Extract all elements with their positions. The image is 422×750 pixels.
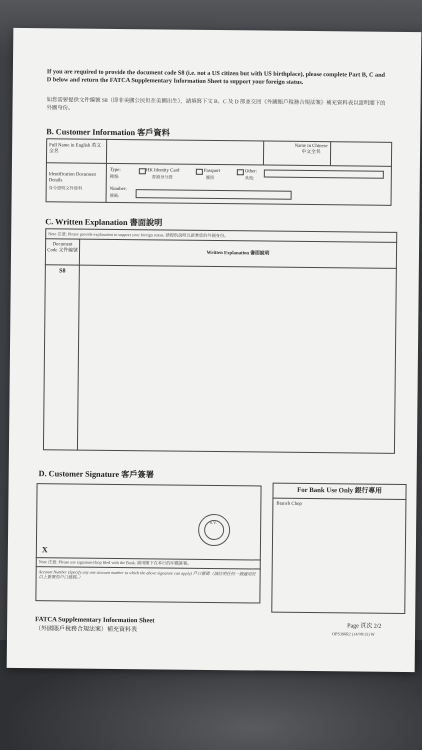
row-doc-code: S8 <box>59 268 66 275</box>
other-label: Other: <box>244 169 258 175</box>
id-number-input[interactable] <box>136 189 292 200</box>
hkid-label-zh: 香港身分證 <box>151 174 173 180</box>
other-label-zh: 其他: <box>244 175 255 181</box>
form-sheet <box>7 28 422 672</box>
id-doc-label: Identification Document Details <box>48 172 96 183</box>
name-chinese-label: Name in Chinese 中文全名 <box>294 143 328 155</box>
intro-chinese: 如您需要提供文件編號 S8（即非美國公民但在美國出生），請填寫下文 B、C 及 D 部並交回《外國賬戶稅務合規法案》補充資料表以證明閣下的外國身份。 <box>46 97 386 112</box>
section-b-title: B. Customer Information 客戶資料 <box>46 127 170 138</box>
branch-chop-label: Branch Chop <box>276 501 302 507</box>
footer-page: Page 頁次 2/2 <box>347 623 382 630</box>
full-name-english-field[interactable] <box>109 144 259 160</box>
signature-box[interactable] <box>35 483 261 603</box>
signature-note: Note 注意: Please use signature/chop filed with the Bank. 請用閣下在本行的印鑑簽署。 <box>38 559 192 566</box>
written-explanation-field[interactable] <box>81 269 393 450</box>
account-number-label: Account Number (Specify any one account number to which the above signature can apply) 戶口號碼（請註明任何一個適用於以上簽署的戶口號碼。） <box>38 569 256 580</box>
number-label: Number: <box>109 186 127 193</box>
bank-use-title: For Bank Use Only 銀行專用 <box>297 486 382 495</box>
type-label-zh: 種類: <box>109 173 120 179</box>
intro-english: If you are required to provide the document code S8 (i.e. not a US citizen but with US birthplace), please complete Part B, C and D below and return the FATCA Supplementary Information Sheet to support your foreign status. <box>46 68 386 86</box>
passport-label-zh: 護照 <box>205 174 215 180</box>
section-c-note: Note 注意: Please provide explanation to support your foreign status. 請提供說明以證實您的外國身份。 <box>48 231 229 239</box>
other-checkbox[interactable] <box>237 169 244 175</box>
section-d-title: D. Customer Signature 客戶簽署 <box>38 469 154 480</box>
section-c-title: C. Written Explanation 書面說明 <box>45 217 163 228</box>
sv-text: S.V. <box>209 519 217 526</box>
hkid-label: HK Identity Card <box>145 168 180 174</box>
col-written-explanation-header: Written Explanation 書面說明 <box>206 250 270 257</box>
number-label-zh: 號碼: <box>109 192 120 198</box>
passport-label: Passport <box>203 168 221 175</box>
footer-title-en: FATCA Supplementary Information Sheet <box>35 616 155 625</box>
footer-form-code: OPS386R2 (14/08/15) W <box>332 631 375 637</box>
full-name-english-label: Full Name in English 英文全名 <box>49 143 102 154</box>
signature-x-mark: X <box>41 545 48 555</box>
col-doc-code-header: Document Code 文件編號 <box>47 242 78 254</box>
name-chinese-field[interactable] <box>333 145 389 162</box>
id-doc-label-zh: 身分證明文件資料 <box>48 185 83 191</box>
hkid-checkbox[interactable] <box>139 168 146 174</box>
footer-title-zh: （外國賬戶稅務合規法案）補充資料表 <box>35 626 138 634</box>
other-input[interactable] <box>264 170 384 179</box>
passport-checkbox[interactable] <box>196 169 203 175</box>
type-label: Type: <box>109 167 121 174</box>
